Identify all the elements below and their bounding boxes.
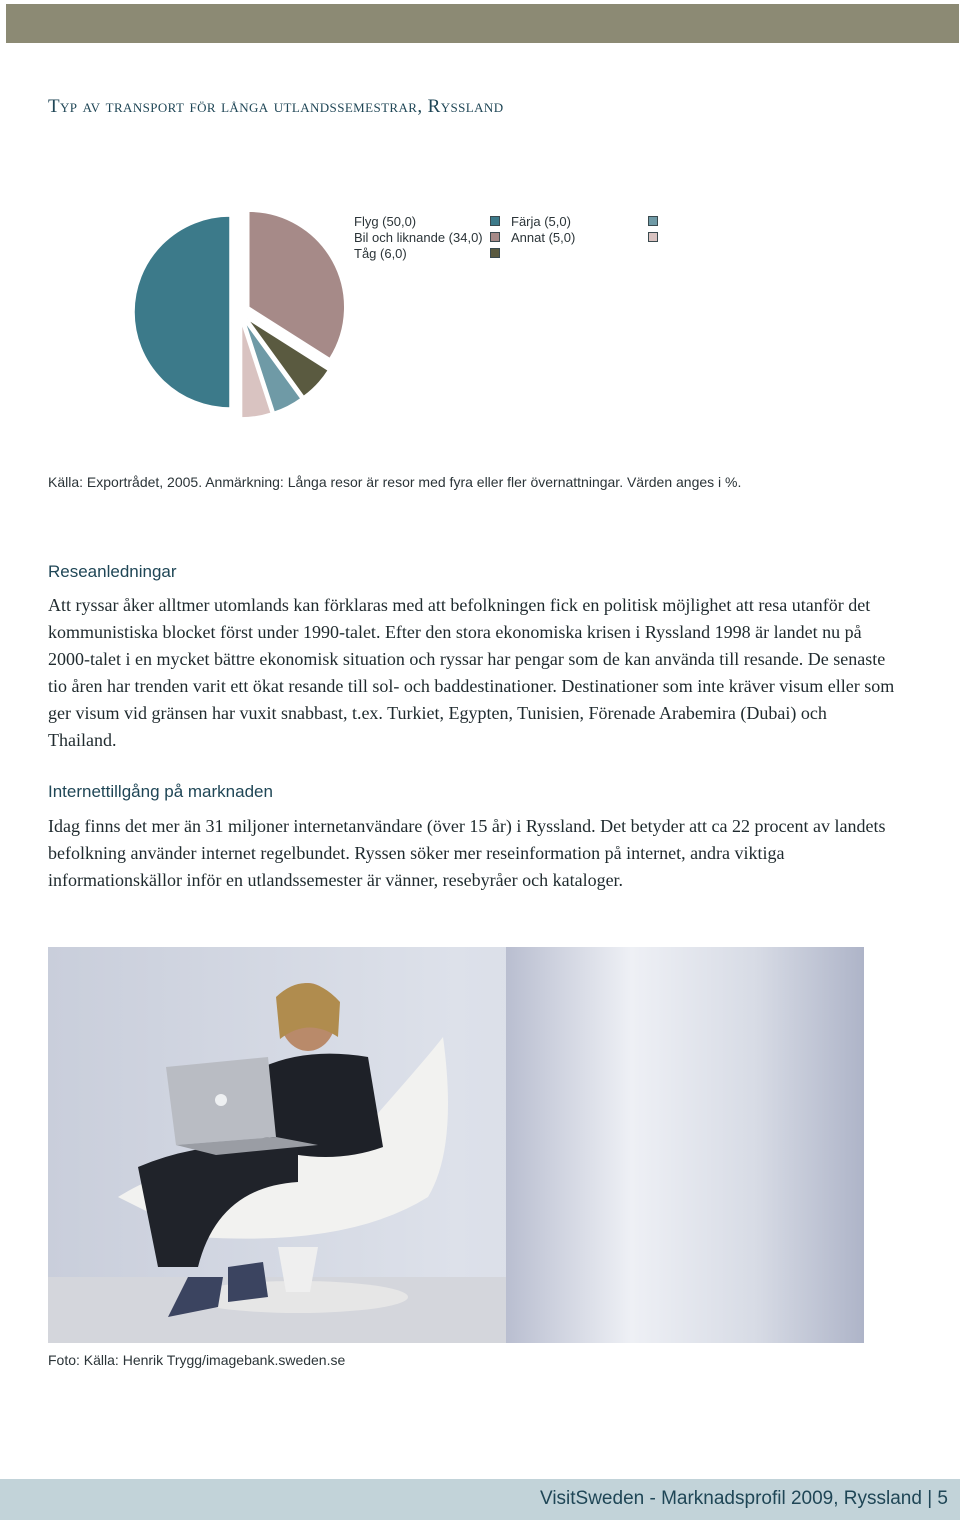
photo-woman-with-laptop [48, 947, 864, 1343]
source-note: Källa: Exportrådet, 2005. Anmärkning: Långa resor är resor med fyra eller fler övernattningar. Värden anges i %. [48, 474, 742, 490]
legend-label-tag: Tåg (6,0) [354, 246, 407, 261]
pie-slice-flyg [134, 216, 230, 408]
top-color-band [6, 4, 959, 43]
photo-credit: Foto: Källa: Henrik Trygg/imagebank.sweden.se [48, 1352, 346, 1368]
legend-label-flyg: Flyg (50,0) [354, 214, 417, 229]
legend-swatch-tag [490, 248, 500, 258]
section-body-internet: Idag finns det mer än 31 miljoner internetanvändare (över 15 år) i Ryssland. Det betyder att ca 22 procent av landets befolkning använder internet regelbundet. Ryssen söker mer reseinformation på internet, andra viktiga informationskällor inför en utlandssemester är vänner, resebyråer och kataloger. [48, 816, 886, 890]
chart-title: Typ av transport för långa utlandssemestrar, Ryssland [48, 96, 504, 117]
legend-swatch-flyg [490, 216, 500, 226]
section-body-reseanledningar: Att ryssar åker alltmer utomlands kan förklaras med att befolkningen fick en politisk möjlighet att resa utanför det kommunistiska blocket först under 1990-talet. Efter den stora ekonomiska krisen i Ryssland 1998 är landet nu på 2000-talet i en mycket bättre ekonomisk situation och ryssar har pengar som de kan använda till resande. De senaste tio åren har trenden varit ett ökat resande till sol- och baddestinationer. Destinationer som inte kräver visum eller som ger visum vid gränsen har vuxit snabbast, t.ex. Turkiet, Egypten, Tunisien, Förenade Arabemira (Dubai) och Thailand. [48, 595, 895, 750]
pie-chart [120, 200, 360, 440]
footer-band [0, 1479, 960, 1520]
legend-label-farja: Färja (5,0) [511, 214, 571, 229]
legend-swatch-bil [490, 232, 500, 242]
section-heading-reseanledningar: Reseanledningar [48, 562, 177, 581]
legend-label-annat: Annat (5,0) [511, 230, 576, 245]
legend-swatch-annat [648, 232, 658, 242]
legend-swatch-farja [648, 216, 658, 226]
legend-label-bil: Bil och liknande (34,0) [354, 230, 483, 245]
section-heading-internet: Internettillgång på marknaden [48, 782, 273, 801]
footer-text: VisitSweden - Marknadsprofil 2009, Ryssland | 5 [539, 1488, 948, 1509]
